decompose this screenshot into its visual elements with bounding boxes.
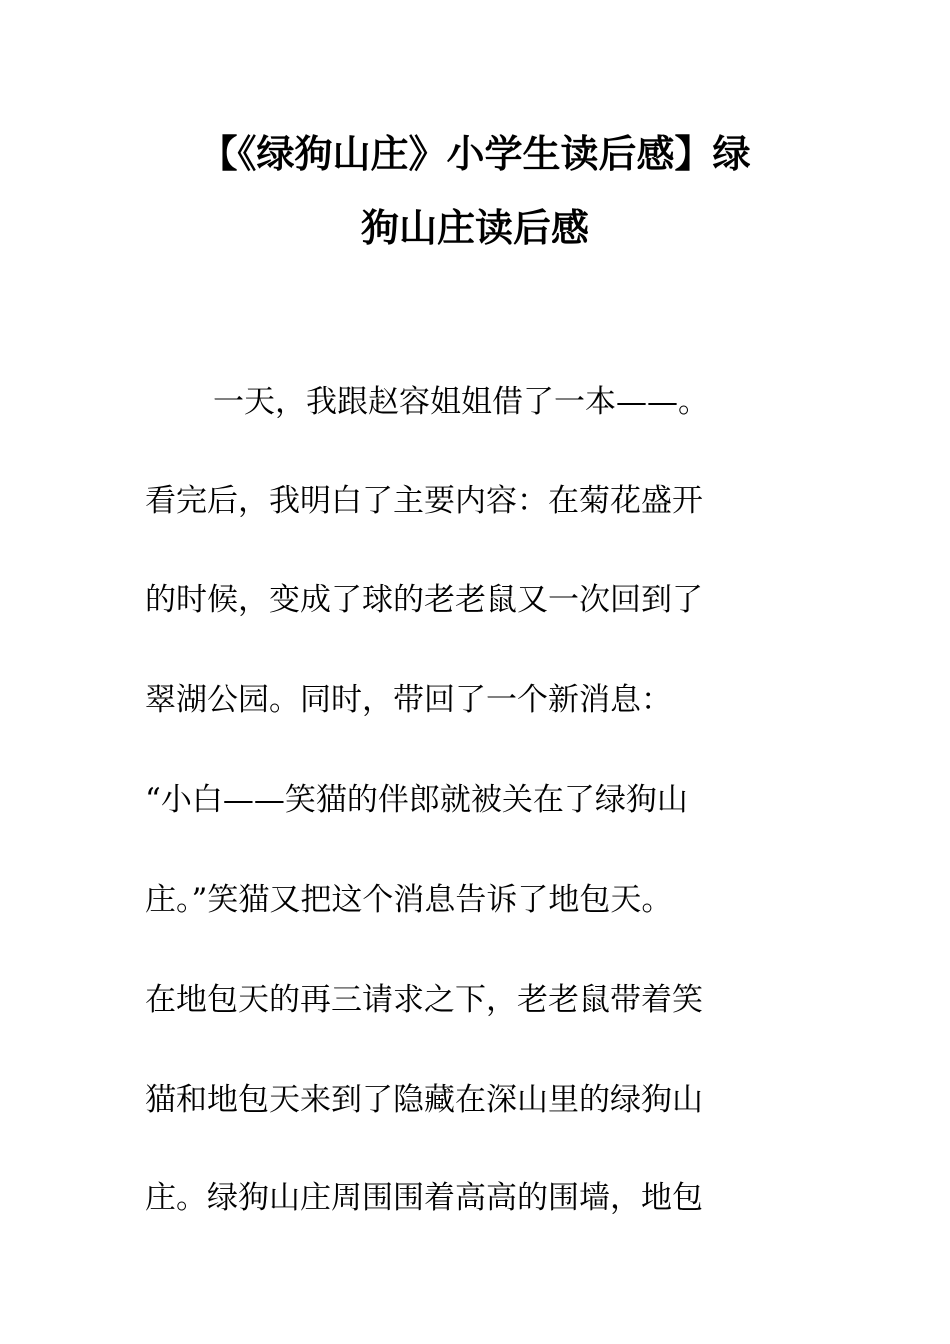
body-line-2: 看完后，我明白了主要内容：在菊花盛开: [145, 483, 703, 519]
body-line-8: 猫和地包天来到了隐藏在深山里的绿狗山: [145, 1082, 703, 1118]
body-line-6: 庄。”笑猫又把这个消息告诉了地包天。: [145, 882, 673, 918]
body-line-1: 一天，我跟赵容姐姐借了一本——。: [213, 384, 709, 420]
body-line-4: 翠湖公园。同时，带回了一个新消息：: [145, 682, 672, 718]
body-line-5: “小白——笑猫的伴郎就被关在了绿狗山: [145, 782, 688, 818]
document-title-line-1: 【《绿狗山庄》小学生读后感】绿: [199, 132, 751, 176]
body-line-7: 在地包天的再三请求之下，老老鼠带着笑: [145, 982, 703, 1018]
body-line-3: 的时候，变成了球的老老鼠又一次回到了: [145, 582, 703, 618]
document-title-line-2: 狗山庄读后感: [360, 206, 589, 250]
body-line-9: 庄。绿狗山庄周围围着高高的围墙，地包: [145, 1180, 703, 1216]
